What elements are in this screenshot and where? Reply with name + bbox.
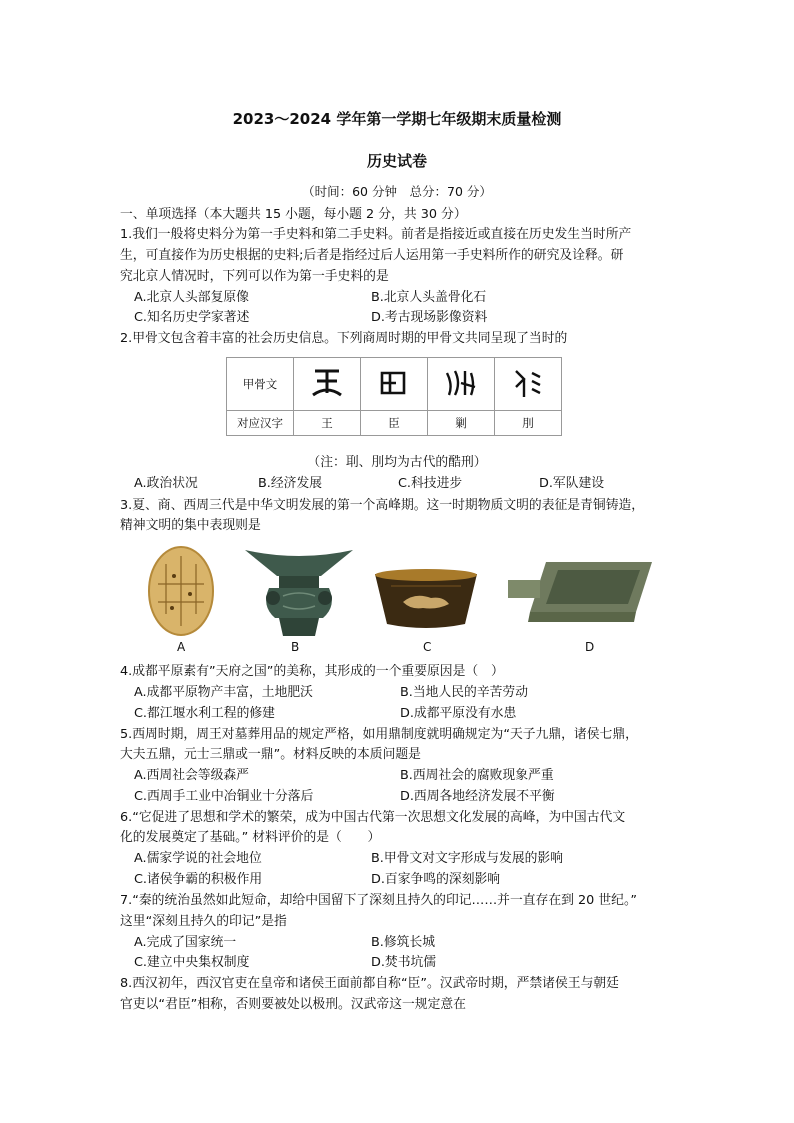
- q2-stem: 2.甲骨文包含着丰富的社会历史信息。下列商周时期的甲骨文共同呈现了当时的: [120, 331, 568, 346]
- q4-option-b: B.当地人民的辛苦劳动: [400, 685, 529, 700]
- q4-option-a: A.成都平原物产丰富，土地肥沃: [134, 685, 313, 700]
- q2-option-c: C.科技进步: [398, 476, 463, 491]
- q1-line-1: 1.我们一般将史料分为第一手史料和第二手史料。前者是指接近或直接在历史发生当时所产: [120, 227, 632, 242]
- pottery-basin-image: [371, 566, 481, 632]
- q2-option-a: A.政治状况: [134, 476, 198, 491]
- q5-line-2: 大夫五鼎，元士三鼎或一鼎”。材料反映的本质问题是: [120, 747, 421, 762]
- oracle-bone-table: [226, 357, 562, 436]
- q7-option-b: B.修筑长城: [371, 935, 436, 950]
- oracle-glyph-er-icon: [428, 358, 495, 411]
- exam-meta: （时间：60 分钟 总分：70 分）: [302, 184, 492, 199]
- q1-option-b: B.北京人头盖骨化石: [371, 290, 487, 305]
- q5-option-b: B.西周社会的腐败现象严重: [400, 768, 554, 783]
- q5-option-c: C.西周手工业中冶铜业十分落后: [134, 789, 314, 804]
- q3-line-1: 3.夏、商、西周三代是中华文明发展的第一个高峰期。这一时期物质文明的表征是青铜铸造，: [120, 498, 645, 513]
- q2-option-d: D.军队建设: [539, 476, 605, 491]
- q3-label-c: C: [423, 640, 432, 654]
- q4-stem: 4.成都平原素有”天府之国”的美称，其形成的一个重要原因是（ ）: [120, 664, 504, 679]
- q1-option-a: A.北京人头部复原像: [134, 290, 249, 305]
- q6-line-1: 6.“它促进了思想和学术的繁荣，成为中国古代第一次思想文化发展的高峰，为中国古代文: [120, 810, 626, 825]
- q5-option-a: A.西周社会等级森严: [134, 768, 249, 783]
- subject-title: 历史试卷: [366, 152, 427, 170]
- table-char: 王: [294, 411, 361, 436]
- oracle-glyph-wang-icon: [294, 358, 361, 411]
- exam-title: 2023～2024 学年第一学期七年级期末质量检测: [232, 110, 562, 128]
- table-header-oracle: 甲骨文: [227, 358, 294, 411]
- bronze-zun-image: [243, 544, 355, 638]
- table-char: 剿: [428, 411, 495, 436]
- q4-option-c: C.都江堰水利工程的修建: [134, 706, 275, 721]
- q6-option-d: D.百家争鸣的深刻影响: [371, 872, 501, 887]
- q7-option-d: D.焚书坑儒: [371, 955, 437, 970]
- stone-artifact-image: [506, 558, 654, 626]
- q7-line-1: 7.“秦的统治虽然如此短命，却给中国留下了深刻且持久的印记……并一直存在到 20 世纪。”: [120, 893, 637, 908]
- q6-option-a: A.儒家学说的社会地位: [134, 851, 262, 866]
- q1-line-3: 究北京人情况时，下列可以作为第一手史料的是: [120, 269, 389, 284]
- q7-option-c: C.建立中央集权制度: [134, 955, 250, 970]
- q2-option-b: B.经济发展: [258, 476, 323, 491]
- q5-option-d: D.西周各地经济发展不平衡: [400, 789, 555, 804]
- oracle-bone-shell-image: [146, 544, 216, 638]
- table-char: 臣: [361, 411, 428, 436]
- q3-label-b: B: [291, 640, 300, 654]
- q6-line-2: 化的发展奠定了基础。” 材料评价的是（ ）: [120, 830, 381, 845]
- q1-option-c: C.知名历史学家著述: [134, 310, 250, 325]
- table-char: 刖: [495, 411, 562, 436]
- q7-option-a: A.完成了国家统一: [134, 935, 237, 950]
- q5-line-1: 5.西周时期，周王对墓葬用品的规定严格，如用鼎制度就明确规定为“天子九鼎，诸侯七鼎，: [120, 727, 638, 742]
- q6-option-c: C.诸侯争霸的积极作用: [134, 872, 263, 887]
- section-heading: 一、单项选择（本大题共 15 小题，每小题 2 分，共 30 分）: [120, 207, 467, 222]
- q3-label-a: A: [177, 640, 186, 654]
- q1-line-2: 生，可直接作为历史根据的史料;后者是指经过后人运用第一手史料所作的研究及诠释。研: [120, 248, 624, 263]
- q8-line-1: 8.西汉初年，西汉官吏在皇帝和诸侯王面前都自称“臣”。汉武帝时期，严禁诸侯王与朝廷: [120, 976, 619, 991]
- q6-option-b: B.甲骨文对文字形成与发展的影响: [371, 851, 564, 866]
- oracle-glyph-chen-icon: [361, 358, 428, 411]
- q2-note: （注：刵、刖均为古代的酷刑）: [307, 455, 487, 470]
- table-header-chinese: 对应汉字: [227, 411, 294, 436]
- q4-option-d: D.成都平原没有水患: [400, 706, 517, 721]
- q7-line-2: 这里“深刻且持久的印记”是指: [120, 914, 287, 929]
- q3-line-2: 精神文明的集中表现则是: [120, 518, 261, 533]
- q8-line-2: 官吏以“君臣”相称，否则要被处以极刑。汉武帝这一规定意在: [120, 997, 466, 1012]
- q1-option-d: D.考古现场影像资料: [371, 310, 488, 325]
- oracle-glyph-yue-icon: [495, 358, 562, 411]
- q3-label-d: D: [585, 640, 595, 654]
